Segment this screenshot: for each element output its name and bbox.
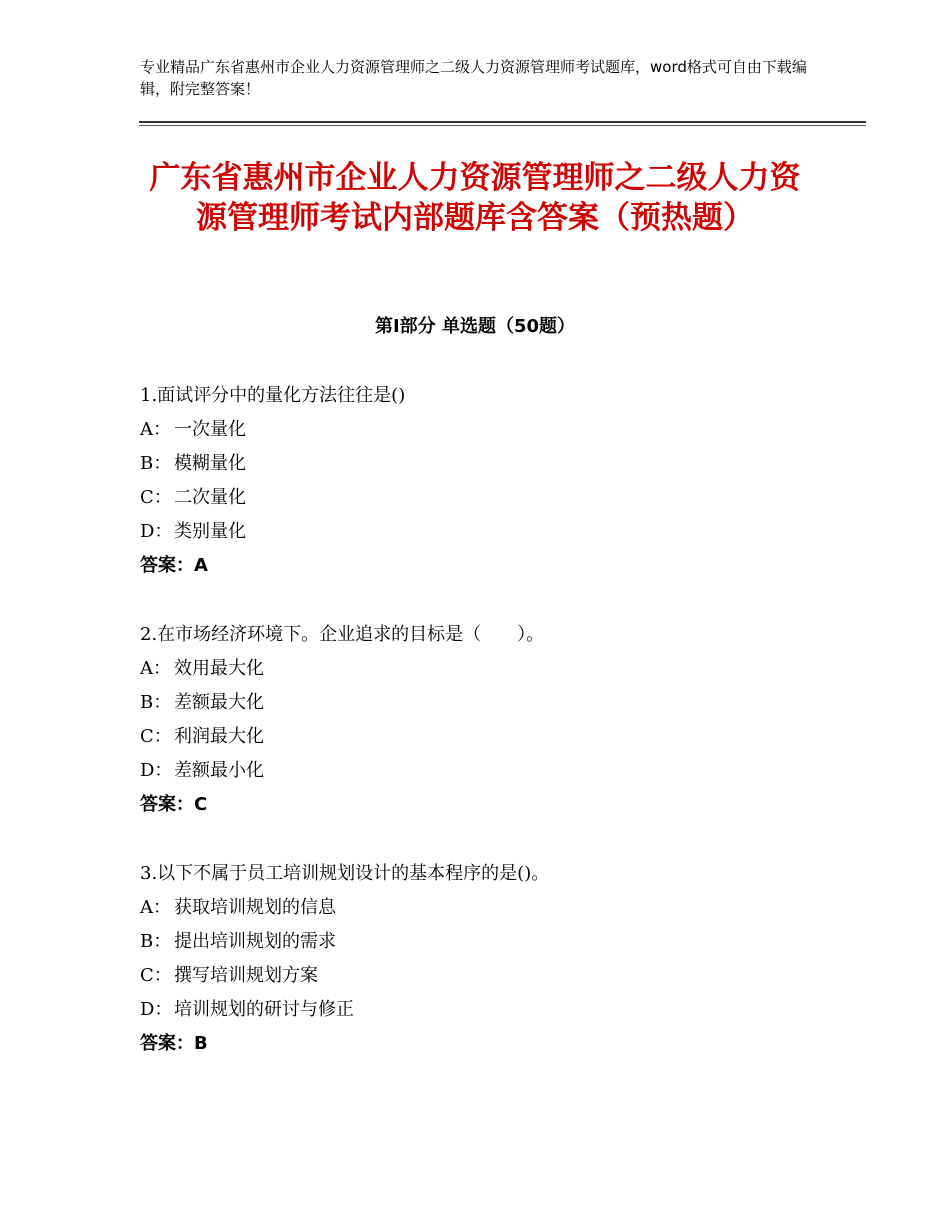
option-c — [140, 481, 840, 515]
question-stem: 2.在市场经济环境下。企业追求的目标是（ ）。 — [140, 624, 545, 645]
option-b — [140, 686, 840, 720]
option-key: C： — [140, 726, 172, 747]
option-key: B： — [140, 692, 172, 713]
option-key: B： — [140, 931, 172, 952]
header-divider-thick — [139, 121, 866, 123]
option-key: A： — [140, 897, 171, 918]
option-a — [140, 652, 840, 686]
question-block — [140, 857, 840, 1061]
option-a — [140, 891, 840, 925]
header-divider-thin — [139, 125, 866, 126]
option-text: 效用最大化 — [174, 658, 264, 679]
option-text: 模糊量化 — [174, 453, 246, 474]
option-d — [140, 754, 840, 788]
question-stem: 1.面试评分中的量化方法往往是() — [140, 385, 406, 406]
option-key: A： — [140, 658, 171, 679]
section-heading: 第Ⅰ部分 单选题（50题） — [374, 316, 575, 337]
option-key: B： — [140, 453, 172, 474]
document-title: 广东省惠州市企业人力资源管理师之二级人力资源管理师考试内部题库含答案（预热题） — [149, 160, 801, 236]
option-key: A： — [140, 419, 171, 440]
option-text: 提出培训规划的需求 — [174, 931, 336, 952]
option-d — [140, 993, 840, 1027]
option-key: D： — [140, 521, 173, 542]
option-key: C： — [140, 965, 172, 986]
option-text: 二次量化 — [174, 487, 246, 508]
answer-line: 答案：B — [140, 1033, 208, 1054]
question-block — [140, 618, 840, 822]
option-text: 获取培训规划的信息 — [174, 897, 336, 918]
option-c — [140, 959, 840, 993]
option-key: D： — [140, 760, 173, 781]
option-c — [140, 720, 840, 754]
option-text: 培训规划的研讨与修正 — [174, 999, 354, 1020]
option-text: 撰写培训规划方案 — [174, 965, 318, 986]
answer-line: 答案：A — [140, 555, 208, 576]
option-d — [140, 515, 840, 549]
answer-line: 答案：C — [140, 794, 208, 815]
option-b — [140, 925, 840, 959]
option-text: 差额最小化 — [174, 760, 264, 781]
option-b — [140, 447, 840, 481]
option-text: 一次量化 — [174, 419, 246, 440]
option-a — [140, 413, 840, 447]
question-stem: 3.以下不属于员工培训规划设计的基本程序的是()。 — [140, 863, 550, 884]
option-text: 利润最大化 — [174, 726, 264, 747]
option-key: D： — [140, 999, 173, 1020]
option-text: 差额最大化 — [174, 692, 264, 713]
option-key: C： — [140, 487, 172, 508]
header-note: 专业精品广东省惠州市企业人力资源管理师之二级人力资源管理师考试题库，word格式可自由下载编辑，附完整答案！ — [140, 58, 807, 98]
option-text: 类别量化 — [174, 521, 246, 542]
question-block — [140, 379, 840, 583]
